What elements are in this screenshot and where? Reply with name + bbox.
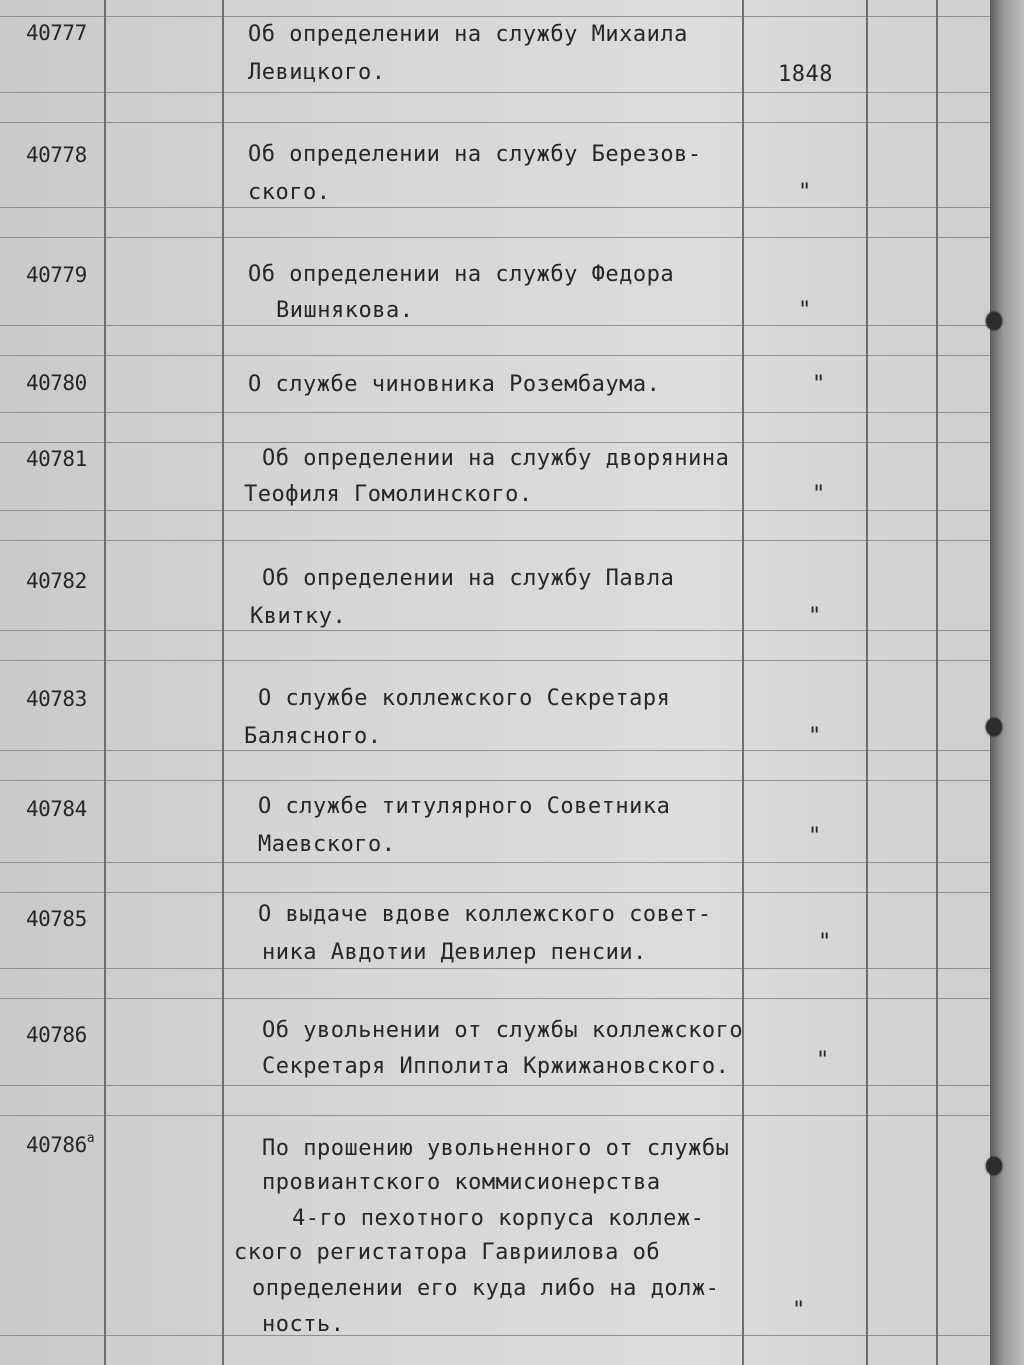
entry-text: 4-го пехотного корпуса коллеж- bbox=[292, 1206, 705, 1231]
entry-text: Маевского. bbox=[258, 832, 396, 857]
entry-number: 40777 bbox=[26, 21, 87, 45]
entry-text: ского. bbox=[248, 180, 331, 205]
ditto-mark: " bbox=[808, 604, 822, 629]
entry-text: О службе коллежского Секретаря bbox=[258, 686, 671, 711]
entry-text: провиантского коммисионерства bbox=[262, 1170, 661, 1195]
entry-text: Теофиля Гомолинского. bbox=[244, 482, 533, 507]
entry-number: 40781 bbox=[26, 447, 87, 471]
entry-number: 40779 bbox=[26, 263, 87, 287]
entry-number: 40786 bbox=[26, 1023, 87, 1047]
entry-text: Об увольнении от службы коллежского bbox=[262, 1018, 744, 1043]
ditto-mark: " bbox=[816, 1048, 830, 1073]
entry-text: ника Авдотии Девилер пенсии. bbox=[262, 940, 647, 965]
entry-text: Левицкого. bbox=[248, 60, 386, 85]
entry-number: 40780 bbox=[26, 371, 87, 395]
entry-text: О выдаче вдове коллежского совет- bbox=[258, 902, 712, 927]
entry-text: Балясного. bbox=[244, 724, 382, 749]
entry-text: Вишнякова. bbox=[276, 298, 414, 323]
entry-number: 40783 bbox=[26, 687, 87, 711]
ditto-mark: " bbox=[798, 180, 812, 205]
binder-hole bbox=[986, 1157, 1002, 1175]
entry-text: Об определении на службу дворянина bbox=[262, 446, 730, 471]
ditto-mark: " bbox=[792, 1298, 806, 1323]
entry-text: ского регистатора Гавриилова об bbox=[234, 1240, 661, 1265]
ditto-mark: " bbox=[812, 482, 826, 507]
ditto-mark: " bbox=[812, 372, 826, 397]
entry-number: 40785 bbox=[26, 907, 87, 931]
entry-text: ность. bbox=[262, 1312, 345, 1337]
entry-number: $40786^а$ bbox=[26, 1131, 95, 1157]
entry-text: По прошению увольненного от службы bbox=[262, 1136, 730, 1161]
entry-number: 40784 bbox=[26, 797, 87, 821]
entry-number: 40782 bbox=[26, 569, 87, 593]
entry-text: Об определении на службу Павла bbox=[262, 566, 675, 591]
entry-text: Об определении на службу Березов- bbox=[248, 142, 702, 167]
entry-text: Об определении на службу Михаила bbox=[248, 22, 688, 47]
entry-number: 40778 bbox=[26, 143, 87, 167]
entry-year: 1848 bbox=[778, 62, 833, 87]
entry-text: определении его куда либо на долж- bbox=[252, 1276, 720, 1301]
ditto-mark: " bbox=[818, 930, 832, 955]
ditto-mark: " bbox=[798, 298, 812, 323]
entry-text: О службе чиновника Розембаума. bbox=[248, 372, 661, 397]
ditto-mark: " bbox=[808, 724, 822, 749]
entry-text: О службе титулярного Советника bbox=[258, 794, 671, 819]
binder-hole bbox=[986, 718, 1002, 736]
binder-hole bbox=[986, 312, 1002, 330]
entry-text: Квитку. bbox=[250, 604, 347, 629]
entry-text: Секретаря Ипполита Кржижановского. bbox=[262, 1054, 730, 1079]
entry-text: Об определении на службу Федора bbox=[248, 262, 675, 287]
entry-suffix: а bbox=[86, 1131, 95, 1146]
ditto-mark: " bbox=[808, 824, 822, 849]
